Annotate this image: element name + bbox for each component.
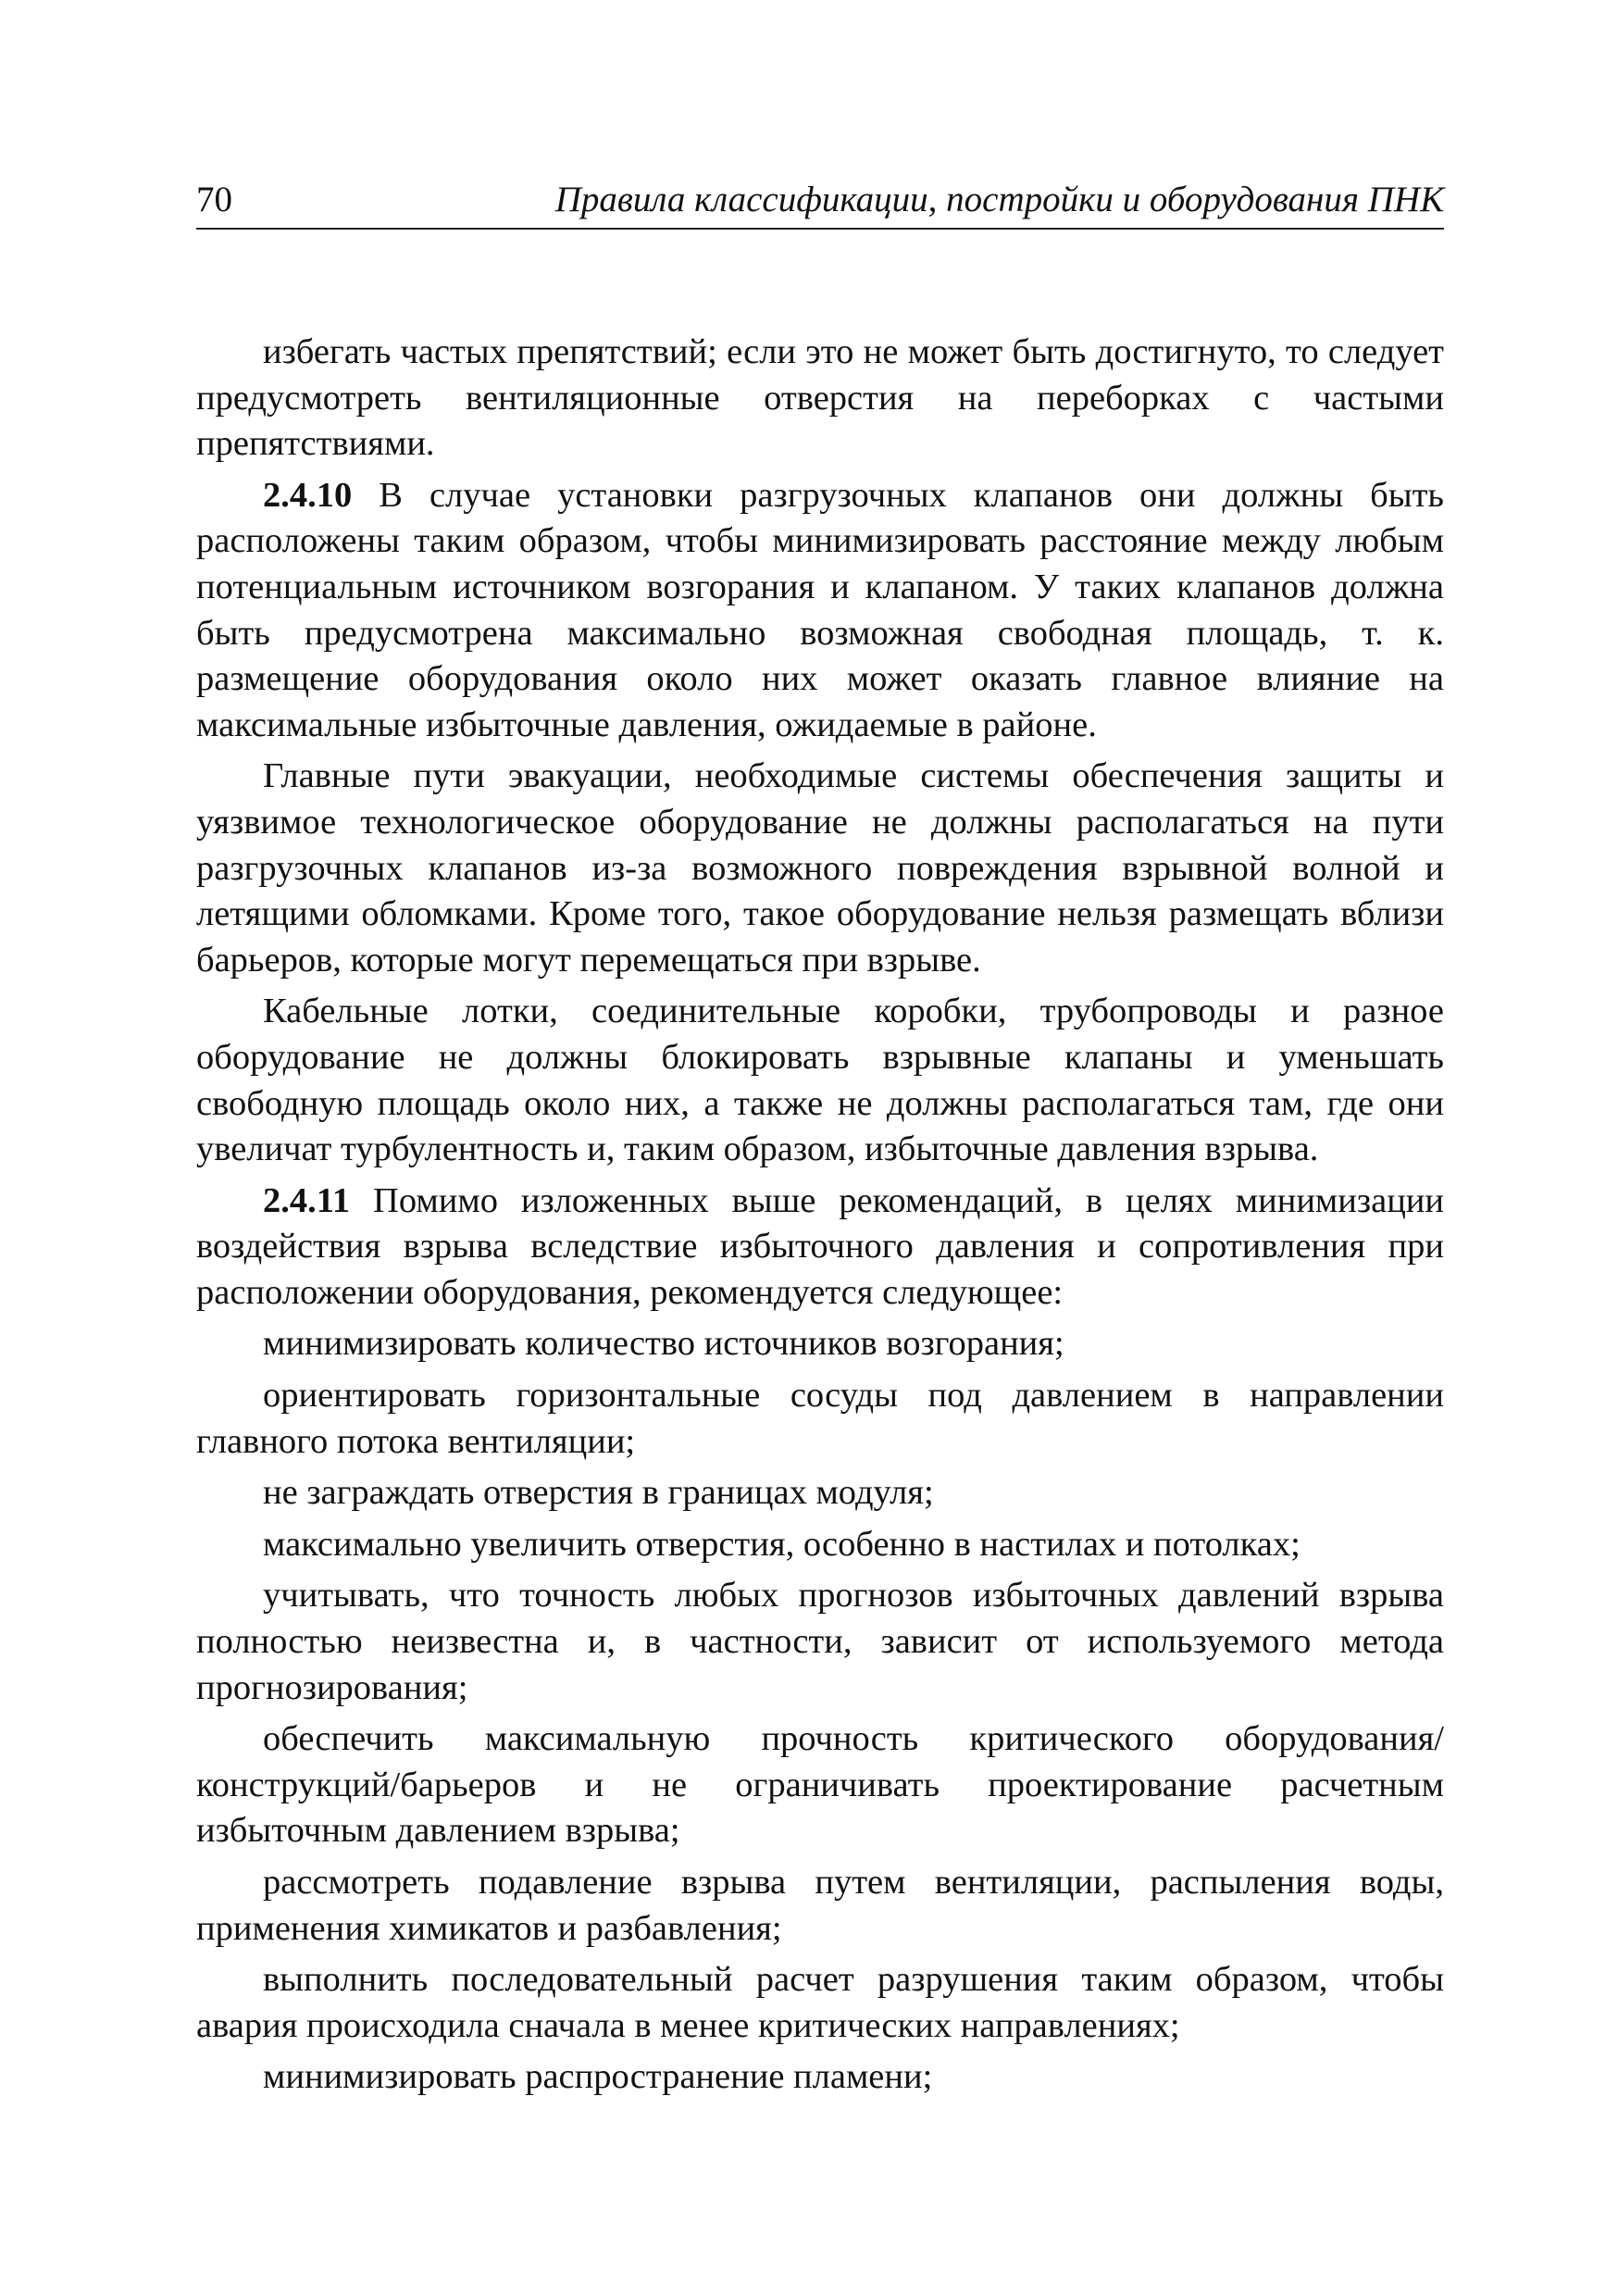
- page-number: 70: [196, 180, 232, 219]
- recommendation-item: минимизировать количество источников возгорания;: [263, 1324, 1064, 1364]
- paragraph-continuation: избегать частых препятствий; если это не может быть достигнуто, то следует предусмотреть вентиляционные отверстия на переборках с частыми препятствиями.: [196, 332, 1444, 464]
- section-number-2-4-10: 2.4.10: [263, 475, 353, 515]
- paragraph-2-4-11: [196, 1179, 1444, 1316]
- recommendation-item: не заграждать отверстия в границах модуля;: [263, 1473, 934, 1513]
- recommendation-item: минимизировать распространение пламени;: [263, 2057, 933, 2097]
- recommendation-item: обеспечить максимальную прочность критического оборудования/конструкций/барьеров и не ограничивать проектирование расчетным избыточным давлением взрыва;: [196, 1719, 1444, 1851]
- recommendation-item: рассмотреть подавление взрыва путем вентиляции, распыления воды, применения химикатов и разбавления;: [196, 1863, 1444, 1948]
- body-text: [196, 330, 1444, 2106]
- paragraph-cable-trays: Кабельные лотки, соединительные коробки, трубопроводы и разное оборудование не должны блокировать взрывные клапаны и уменьшать свободную площадь около них, а также не должны располагаться там, где они увеличат турбулентность и, таким образом, избыточные давления взрыва.: [196, 992, 1444, 1169]
- running-title: Правила классификации, постройки и оборудования ПНК: [554, 180, 1444, 219]
- page-header: [196, 172, 1444, 230]
- recommendation-item: ориентировать горизонтальные сосуды под давлением в направлении главного потока вентиляции;: [196, 1376, 1444, 1461]
- recommendation-item: максимально увеличить отверстия, особенно в настилах и потолках;: [263, 1524, 1301, 1564]
- paragraph-2-4-10: [196, 473, 1444, 749]
- paragraph-evacuation-routes: Главные пути эвакуации, необходимые системы обеспечения защиты и уязвимое технологическое оборудование не должны располагаться на пути разгрузочных клапанов из-за возможного повреждения взрывной волной и летящими обломками. Кроме того, такое оборудование нельзя размещать вблизи барьеров, которые могут перемещаться при взрыве.: [196, 756, 1444, 980]
- recommendation-item: учитывать, что точность любых прогнозов избыточных давлений взрыва полностью неизвестна и, в частности, зависит от используемого метода прогнозирования;: [196, 1576, 1444, 1707]
- recommendation-item: выполнить последовательный расчет разрушения таким образом, чтобы авария происходила сначала в менее критических направлениях;: [196, 1960, 1444, 2045]
- section-number-2-4-11: 2.4.11: [263, 1180, 351, 1220]
- section-text-2-4-10: В случае установки разгрузочных клапанов они должны быть расположены таким образом, чтобы минимизировать расстояние между любым потенциальным источником возгорания и клапаном. У таких клапанов должна быть предусмотрена максимально возможная свободная площадь, т. к. размещение оборудования около них может оказать главное влияние на максимальные избыточные давления, ожидаемые в районе.: [196, 475, 1444, 744]
- section-text-2-4-11: Помимо изложенных выше рекомендаций, в целях минимизации воздействия взрыва вследствие избыточного давления и сопротивления при расположении оборудования, рекомендуется следующее:: [196, 1180, 1445, 1312]
